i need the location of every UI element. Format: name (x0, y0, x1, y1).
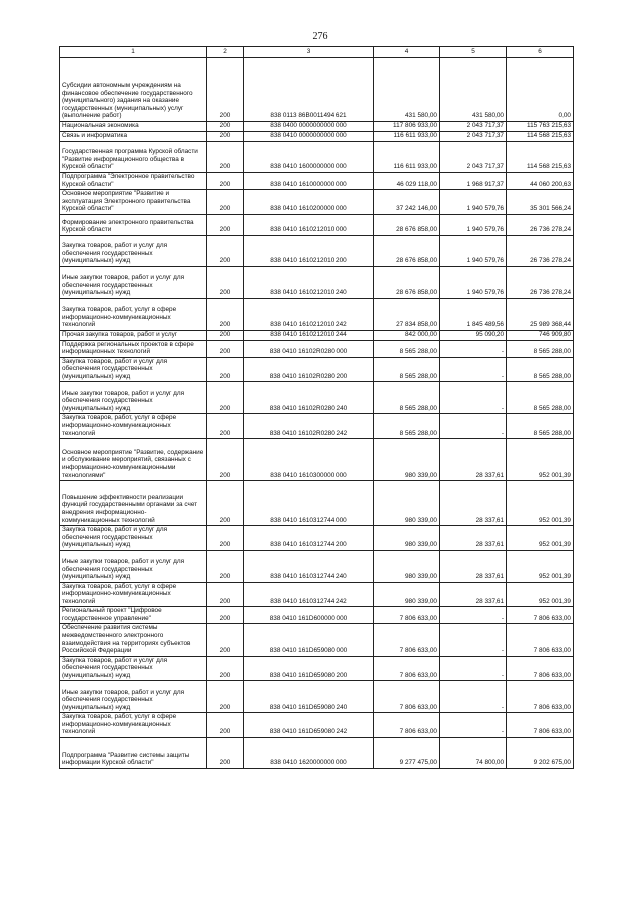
row-value-approved: 980 339,00 (374, 550, 440, 582)
header-row (60, 47, 574, 58)
table-row (60, 481, 574, 526)
row-value-approved: 27 834 858,00 (374, 298, 440, 330)
row-value-remaining: 26 736 278,24 (507, 266, 574, 298)
row-value-approved: 8 565 288,00 (374, 382, 440, 414)
row-value-executed: 95 090,20 (440, 330, 507, 340)
row-name: Закупка товаров, работ и услуг для обеспечения государственных (муниципальных) нужд (60, 235, 207, 266)
row-budget-code: 838 0410 161D600000 000 (244, 607, 374, 624)
row-value-executed: 74 800,00 (440, 737, 507, 768)
table-row (60, 526, 574, 551)
table-row (60, 132, 574, 142)
row-name: Закупка товаров, работ и услуг для обеспечения государственных (муниципальных) нужд (60, 656, 207, 681)
row-admin-code: 200 (207, 340, 244, 357)
row-name: Иные закупки товаров, работ и услуг для обеспечения государственных (муниципальных) нужд (60, 266, 207, 298)
row-value-executed: - (440, 713, 507, 738)
table-row (60, 382, 574, 414)
row-value-executed: 28 337,61 (440, 526, 507, 551)
row-value-approved: 28 676 858,00 (374, 266, 440, 298)
table-row (60, 681, 574, 713)
row-value-approved: 8 565 288,00 (374, 340, 440, 357)
table-row (60, 298, 574, 330)
row-admin-code: 200 (207, 357, 244, 382)
row-name: Подпрограмма "Развитие системы защиты информации Курской области" (60, 737, 207, 768)
row-value-approved: 116 611 933,00 (374, 132, 440, 142)
row-name: Иные закупки товаров, работ и услуг для обеспечения государственных (муниципальных) нужд (60, 550, 207, 582)
row-value-remaining: 7 806 633,00 (507, 656, 574, 681)
table-row (60, 235, 574, 266)
row-value-remaining: 0,00 (507, 58, 574, 122)
row-name: Закупка товаров, работ, услуг в сфере информационно-коммуникационных технологий (60, 713, 207, 738)
column-header-1: 1 (60, 47, 207, 58)
row-admin-code: 200 (207, 656, 244, 681)
row-value-approved: 7 806 633,00 (374, 713, 440, 738)
row-value-remaining: 746 909,80 (507, 330, 574, 340)
table-row (60, 713, 574, 738)
row-budget-code: 838 0410 161D659080 240 (244, 681, 374, 713)
row-name: Государственная программа Курской области "Развитие информационного общества в Курской области" (60, 142, 207, 173)
row-value-executed: 431 580,00 (440, 58, 507, 122)
row-name: Подпрограмма "Электронное правительство Курской области" (60, 173, 207, 190)
row-value-executed: - (440, 624, 507, 656)
row-budget-code: 838 0410 161D659080 200 (244, 656, 374, 681)
row-value-approved: 46 029 118,00 (374, 173, 440, 190)
row-value-executed: 2 043 717,37 (440, 142, 507, 173)
row-budget-code: 838 0410 161D659080 242 (244, 713, 374, 738)
row-admin-code: 200 (207, 607, 244, 624)
row-name: Закупка товаров, работ, услуг в сфере информационно-коммуникационных технологий (60, 298, 207, 330)
row-admin-code: 200 (207, 58, 244, 122)
row-value-approved: 7 806 633,00 (374, 681, 440, 713)
row-value-remaining: 9 202 675,00 (507, 737, 574, 768)
table-row (60, 414, 574, 439)
row-admin-code: 200 (207, 122, 244, 132)
page-number: 276 (312, 31, 328, 42)
row-admin-code: 200 (207, 190, 244, 215)
table-row (60, 737, 574, 768)
row-value-remaining: 952 001,39 (507, 481, 574, 526)
row-name: Закупка товаров, работ, услуг в сфере информационно-коммуникационных технологий (60, 414, 207, 439)
row-budget-code: 838 0410 16102R0280 200 (244, 357, 374, 382)
row-admin-code: 200 (207, 173, 244, 190)
row-value-approved: 7 806 633,00 (374, 624, 440, 656)
row-admin-code: 200 (207, 266, 244, 298)
table-row (60, 582, 574, 607)
row-budget-code: 838 0410 1610312744 240 (244, 550, 374, 582)
budget-table (59, 46, 574, 769)
row-value-remaining: 8 565 288,00 (507, 340, 574, 357)
row-budget-code: 838 0410 16102R0280 242 (244, 414, 374, 439)
row-value-executed: 2 043 717,37 (440, 122, 507, 132)
row-admin-code: 200 (207, 142, 244, 173)
row-value-approved: 7 806 633,00 (374, 656, 440, 681)
table-row (60, 58, 574, 122)
row-value-remaining: 26 736 278,24 (507, 214, 574, 235)
row-value-executed: - (440, 681, 507, 713)
table-row (60, 122, 574, 132)
table-row (60, 173, 574, 190)
row-value-remaining: 7 806 633,00 (507, 607, 574, 624)
row-value-executed: 1 940 579,76 (440, 214, 507, 235)
row-admin-code: 200 (207, 382, 244, 414)
table-row (60, 190, 574, 215)
row-admin-code: 200 (207, 439, 244, 481)
row-value-executed: - (440, 414, 507, 439)
row-name: Закупка товаров, работ, услуг в сфере информационно-коммуникационных технологий (60, 582, 207, 607)
row-name: Иные закупки товаров, работ и услуг для обеспечения государственных (муниципальных) нужд (60, 681, 207, 713)
table-row (60, 214, 574, 235)
row-budget-code: 838 0410 161D659080 000 (244, 624, 374, 656)
row-budget-code: 838 0410 1610312744 200 (244, 526, 374, 551)
row-budget-code: 838 0400 0000000000 000 (244, 122, 374, 132)
table-row (60, 142, 574, 173)
table-row (60, 330, 574, 340)
row-value-approved: 980 339,00 (374, 481, 440, 526)
row-budget-code: 838 0410 1610300000 000 (244, 439, 374, 481)
row-budget-code: 838 0410 1610212010 244 (244, 330, 374, 340)
row-value-remaining: 952 001,39 (507, 582, 574, 607)
row-admin-code: 200 (207, 298, 244, 330)
row-budget-code: 838 0410 1620000000 000 (244, 737, 374, 768)
column-header-2: 2 (207, 47, 244, 58)
row-admin-code: 200 (207, 214, 244, 235)
row-admin-code: 200 (207, 330, 244, 340)
table-row (60, 607, 574, 624)
table-body (60, 58, 574, 769)
row-admin-code: 200 (207, 132, 244, 142)
row-value-executed: - (440, 607, 507, 624)
row-name: Поддержка региональных проектов в сфере информационных технологий (60, 340, 207, 357)
row-name: Иные закупки товаров, работ и услуг для обеспечения государственных (муниципальных) нужд (60, 382, 207, 414)
row-value-remaining: 115 763 215,63 (507, 122, 574, 132)
row-name: Субсидии автономным учреждениям на финансовое обеспечение государственного (муниципального) задания на оказание государственных (муниципальных) услуг (выполнение работ) (60, 58, 207, 122)
row-value-executed: 28 337,61 (440, 481, 507, 526)
row-budget-code: 838 0410 1610212010 200 (244, 235, 374, 266)
row-value-approved: 8 565 288,00 (374, 357, 440, 382)
row-value-remaining: 952 001,39 (507, 439, 574, 481)
row-value-executed: - (440, 656, 507, 681)
row-admin-code: 200 (207, 526, 244, 551)
row-name: Обеспечение развития системы межведомственного электронного взаимодействия на территориях субъектов Российской Федерации (60, 624, 207, 656)
row-budget-code: 838 0113 86В0011494 621 (244, 58, 374, 122)
row-name: Основное мероприятие "Развитие и эксплуатация Электронного правительства Курской области" (60, 190, 207, 215)
row-budget-code: 838 0410 1610312744 000 (244, 481, 374, 526)
row-budget-code: 838 0410 1610000000 000 (244, 173, 374, 190)
row-value-executed: 28 337,61 (440, 582, 507, 607)
table-row (60, 357, 574, 382)
row-admin-code: 200 (207, 582, 244, 607)
row-value-executed: - (440, 357, 507, 382)
row-value-approved: 980 339,00 (374, 439, 440, 481)
row-value-executed: 28 337,61 (440, 550, 507, 582)
column-header-5: 5 (440, 47, 507, 58)
row-value-approved: 28 676 858,00 (374, 235, 440, 266)
row-budget-code: 838 0410 1610212010 000 (244, 214, 374, 235)
row-value-remaining: 7 806 633,00 (507, 624, 574, 656)
row-value-approved: 116 611 933,00 (374, 142, 440, 173)
row-value-executed: - (440, 340, 507, 357)
row-admin-code: 200 (207, 713, 244, 738)
row-budget-code: 838 0410 1610212010 242 (244, 298, 374, 330)
column-header-4: 4 (374, 47, 440, 58)
row-value-approved: 980 339,00 (374, 582, 440, 607)
row-value-executed: - (440, 382, 507, 414)
row-name: Национальная экономика (60, 122, 207, 132)
row-value-executed: 28 337,61 (440, 439, 507, 481)
row-value-remaining: 25 989 368,44 (507, 298, 574, 330)
row-admin-code: 200 (207, 681, 244, 713)
row-name: Прочая закупка товаров, работ и услуг (60, 330, 207, 340)
row-value-executed: 1 968 917,37 (440, 173, 507, 190)
row-name: Формирование электронного правительства Курской области (60, 214, 207, 235)
row-name: Повышение эффективности реализации функций государственными органами за счет внедрения информационно-коммуникационных технологий (60, 481, 207, 526)
row-value-executed: 1 940 579,76 (440, 235, 507, 266)
row-value-approved: 842 000,00 (374, 330, 440, 340)
row-value-executed: 1 845 489,56 (440, 298, 507, 330)
row-name: Закупка товаров, работ и услуг для обеспечения государственных (муниципальных) нужд (60, 357, 207, 382)
row-value-remaining: 114 568 215,63 (507, 132, 574, 142)
row-value-remaining: 114 568 215,63 (507, 142, 574, 173)
row-admin-code: 200 (207, 481, 244, 526)
table-row (60, 656, 574, 681)
row-budget-code: 838 0410 16102R0280 000 (244, 340, 374, 357)
row-value-approved: 37 242 146,00 (374, 190, 440, 215)
row-value-remaining: 8 565 288,00 (507, 357, 574, 382)
row-value-remaining: 952 001,39 (507, 526, 574, 551)
row-value-approved: 7 806 633,00 (374, 607, 440, 624)
row-name: Закупка товаров, работ и услуг для обеспечения государственных (муниципальных) нужд (60, 526, 207, 551)
row-value-remaining: 44 060 200,63 (507, 173, 574, 190)
row-budget-code: 838 0410 16102R0280 240 (244, 382, 374, 414)
table-row (60, 266, 574, 298)
row-value-approved: 431 580,00 (374, 58, 440, 122)
table-row (60, 340, 574, 357)
row-budget-code: 838 0410 1610312744 242 (244, 582, 374, 607)
row-admin-code: 200 (207, 624, 244, 656)
row-value-approved: 117 806 933,00 (374, 122, 440, 132)
row-value-remaining: 26 736 278,24 (507, 235, 574, 266)
table-header (60, 47, 574, 58)
row-value-remaining: 8 565 288,00 (507, 382, 574, 414)
column-header-3: 3 (244, 47, 374, 58)
row-admin-code: 200 (207, 550, 244, 582)
row-value-executed: 2 043 717,37 (440, 132, 507, 142)
row-value-remaining: 7 806 633,00 (507, 713, 574, 738)
row-value-approved: 8 565 288,00 (374, 414, 440, 439)
row-value-remaining: 7 806 633,00 (507, 681, 574, 713)
row-value-executed: 1 940 579,76 (440, 266, 507, 298)
row-value-remaining: 952 001,39 (507, 550, 574, 582)
row-budget-code: 838 0410 1610200000 000 (244, 190, 374, 215)
row-name: Региональный проект "Цифровое государственное управление" (60, 607, 207, 624)
row-value-remaining: 8 565 288,00 (507, 414, 574, 439)
row-budget-code: 838 0410 1610212010 240 (244, 266, 374, 298)
table-row (60, 439, 574, 481)
table-row (60, 550, 574, 582)
row-admin-code: 200 (207, 737, 244, 768)
row-budget-code: 838 0410 0000000000 000 (244, 132, 374, 142)
row-admin-code: 200 (207, 414, 244, 439)
row-value-remaining: 35 301 566,24 (507, 190, 574, 215)
row-name: Связь и информатика (60, 132, 207, 142)
row-budget-code: 838 0410 1600000000 000 (244, 142, 374, 173)
row-value-approved: 9 277 475,00 (374, 737, 440, 768)
row-value-executed: 1 940 579,76 (440, 190, 507, 215)
column-header-6: 6 (507, 47, 574, 58)
row-name: Основное мероприятие "Развитие, содержание и обслуживание мероприятий, связанных с информационно-коммуникационными технологиями" (60, 439, 207, 481)
row-value-approved: 980 339,00 (374, 526, 440, 551)
table-row (60, 624, 574, 656)
row-value-approved: 28 676 858,00 (374, 214, 440, 235)
row-admin-code: 200 (207, 235, 244, 266)
